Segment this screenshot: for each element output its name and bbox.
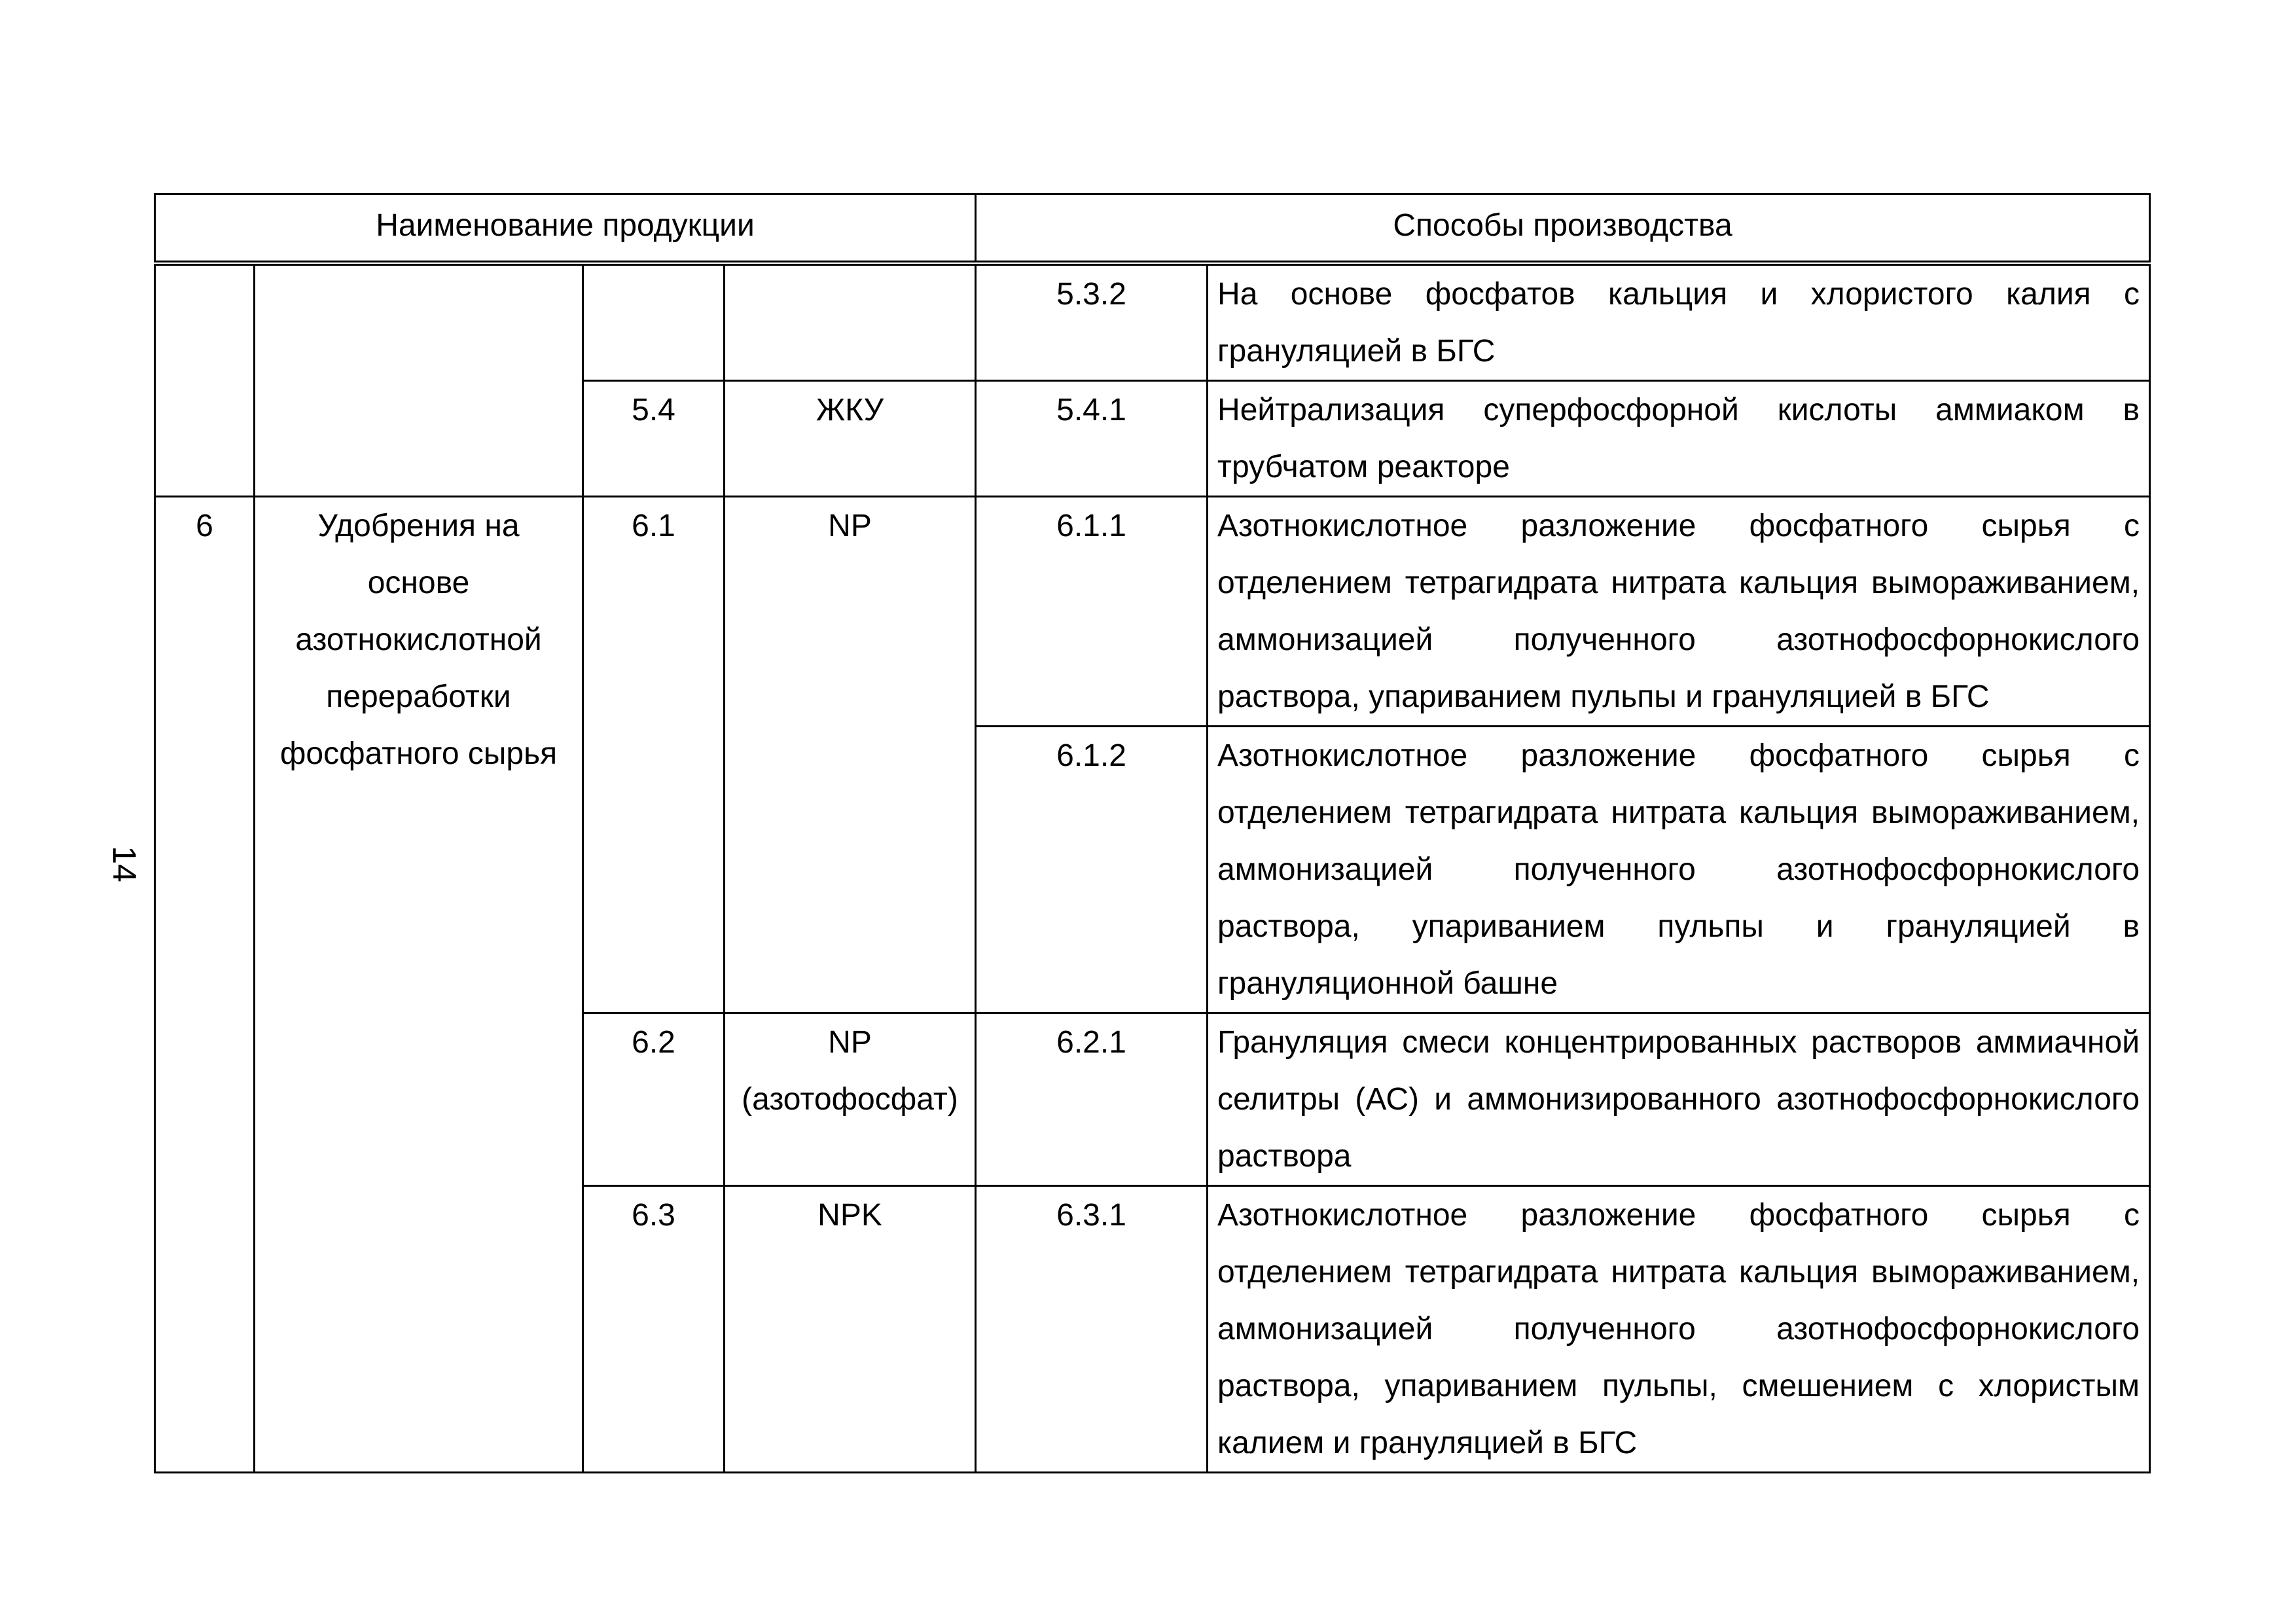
table-row: [155, 497, 2150, 727]
method-number-cell: 6.2.1: [976, 1013, 1208, 1186]
sub-number-cell: [583, 263, 725, 381]
product-cell: [725, 263, 976, 381]
method-number-cell: 6.3.1: [976, 1186, 1208, 1473]
product-cell: ЖКУ: [725, 381, 976, 497]
sub-number-cell: 6.1: [583, 497, 725, 1013]
group-name-cell: Удобрения на основе азотнокислотной переработки фосфатного сырья: [255, 497, 583, 1473]
page-number: 14: [105, 846, 143, 882]
production-methods-table: [154, 193, 2151, 1473]
method-description-cell: На основе фосфатов кальция и хлористого калия с грануляцией в БГС: [1208, 263, 2150, 381]
method-description-cell: Азотнокислотное разложение фосфатного сырья с отделением тетрагидрата нитрата кальция вымораживанием, аммонизацией полученного азотнофосфорнокислого раствора, упариванием пульпы и грануляцией в грануляционной башне: [1208, 727, 2150, 1013]
table-row: [155, 263, 2150, 381]
method-number-cell: 6.1.2: [976, 727, 1208, 1013]
group-number-cell: 6: [155, 497, 255, 1473]
sub-number-cell: 6.2: [583, 1013, 725, 1186]
method-number-cell: 6.1.1: [976, 497, 1208, 727]
product-cell: NP (азотофосфат): [725, 1013, 976, 1186]
method-description-cell: Азотнокислотное разложение фосфатного сырья с отделением тетрагидрата нитрата кальция вымораживанием, аммонизацией полученного азотнофосфорнокислого раствора, упариванием пульпы и грануляцией в БГС: [1208, 497, 2150, 727]
method-number-cell: 5.4.1: [976, 381, 1208, 497]
header-methods: Способы производства: [976, 194, 2150, 264]
product-cell: NPK: [725, 1186, 976, 1473]
group-number-cell: [155, 263, 255, 497]
method-number-cell: 5.3.2: [976, 263, 1208, 381]
product-cell: NP: [725, 497, 976, 1013]
method-description-cell: Азотнокислотное разложение фосфатного сырья с отделением тетрагидрата нитрата кальция вымораживанием, аммонизацией полученного азотнофосфорнокислого раствора, упариванием пульпы, смешением с хлористым калием и грануляцией в БГС: [1208, 1186, 2150, 1473]
method-description-cell: Нейтрализация суперфосфорной кислоты аммиаком в трубчатом реакторе: [1208, 381, 2150, 497]
method-description-cell: Грануляция смеси концентрированных растворов аммиачной селитры (АС) и аммонизированного азотнофосфорнокислого раствора: [1208, 1013, 2150, 1186]
table-header-row: [155, 194, 2150, 264]
group-name-cell: [255, 263, 583, 497]
header-products: Наименование продукции: [155, 194, 976, 264]
sub-number-cell: 6.3: [583, 1186, 725, 1473]
sub-number-cell: 5.4: [583, 381, 725, 497]
